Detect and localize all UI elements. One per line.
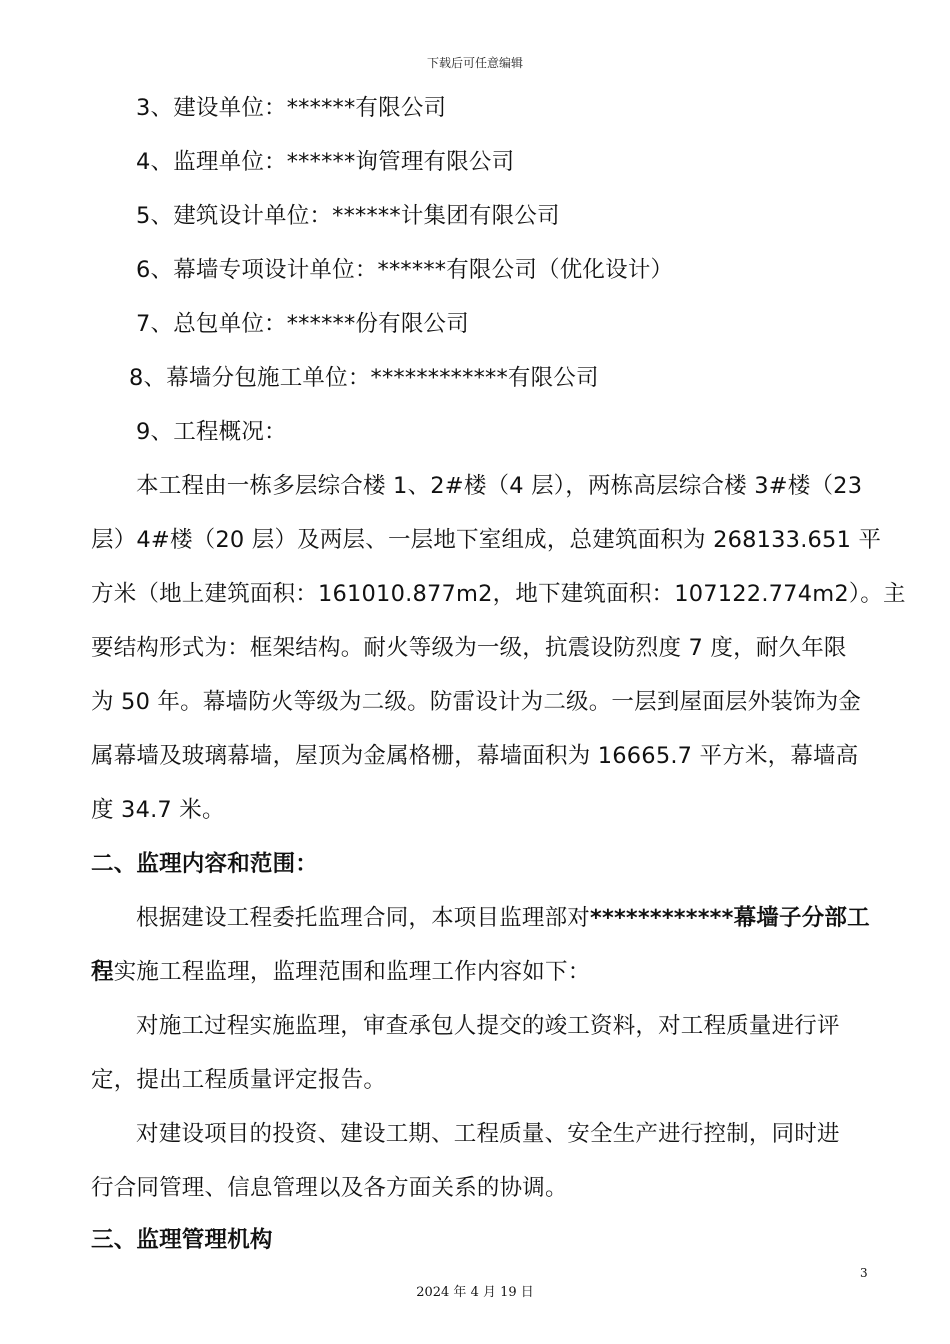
page-number: 3 xyxy=(860,1266,868,1280)
overview-line: 方米（地上建筑面积：161010.877m2，地下建筑面积：107122.774m2）。主 xyxy=(91,581,906,607)
scope-project-name: ************幕墙子分部工 xyxy=(590,905,870,931)
page-header: 下载后可任意编辑 xyxy=(426,56,523,70)
scope-paragraph-line xyxy=(136,902,870,934)
scope-paragraph-line xyxy=(91,956,590,988)
item-design-unit: 5、建筑设计单位：******计集团有限公司 xyxy=(136,203,560,229)
item-construction-unit: 3、建设单位：******有限公司 xyxy=(136,95,447,121)
scope-text: 根据建设工程委托监理合同，本项目监理部对 xyxy=(136,905,591,931)
overview-line: 要结构形式为：框架结构。耐火等级为一级，抗震设防烈度 7 度，耐久年限 xyxy=(91,635,847,661)
item-project-overview: 9、工程概况： xyxy=(136,419,287,445)
overview-line: 层）4#楼（20 层）及两层、一层地下室组成，总建筑面积为 268133.651 平 xyxy=(91,527,882,553)
section-heading-scope: 二、监理内容和范围： xyxy=(91,851,319,877)
scope-paragraph-line: 对施工过程实施监理，审查承包人提交的竣工资料，对工程质量进行评 xyxy=(136,1013,840,1039)
scope-paragraph-line: 行合同管理、信息管理以及各方面关系的协调。 xyxy=(91,1175,568,1201)
section-heading-organization: 三、监理管理机构 xyxy=(91,1227,273,1253)
scope-text: 实施工程监理，监理范围和监理工作内容如下： xyxy=(113,959,591,985)
overview-line: 本工程由一栋多层综合楼 1、2#楼（4 层），两栋高层综合楼 3#楼（23 xyxy=(136,473,863,499)
scope-paragraph-line: 定，提出工程质量评定报告。 xyxy=(91,1067,387,1093)
footer-date: 2024 年 4 月 19 日 xyxy=(416,1285,534,1300)
overview-line: 度 34.7 米。 xyxy=(91,797,225,823)
overview-line: 属幕墙及玻璃幕墙，屋顶为金属格栅，幕墙面积为 16665.7 平方米，幕墙高 xyxy=(91,743,859,769)
overview-line: 为 50 年。幕墙防火等级为二级。防雷设计为二级。一层到屋面层外装饰为金 xyxy=(91,689,862,715)
item-general-contractor: 7、总包单位：******份有限公司 xyxy=(136,311,469,337)
item-curtain-design-unit: 6、幕墙专项设计单位：******有限公司（优化设计） xyxy=(136,257,674,283)
scope-paragraph-line: 对建设项目的投资、建设工期、工程质量、安全生产进行控制，同时进 xyxy=(136,1121,840,1147)
scope-project-name-end: 程 xyxy=(91,959,114,985)
item-curtain-subcontractor: 8、幕墙分包施工单位：************有限公司 xyxy=(129,365,599,391)
item-supervision-unit: 4、监理单位：******询管理有限公司 xyxy=(136,149,515,175)
